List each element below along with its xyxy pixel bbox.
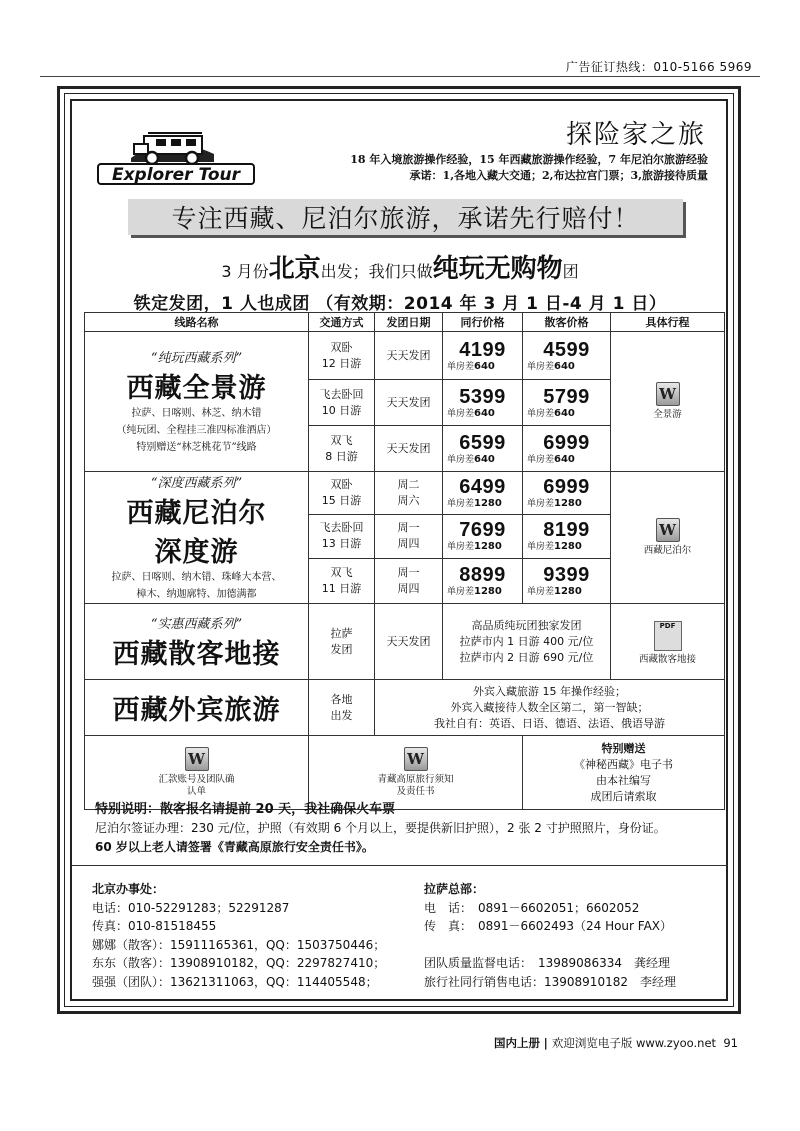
duration: 11 日游 <box>321 582 362 596</box>
promo-banner: 专注西藏、尼泊尔旅游，承诺先行赔付！ <box>128 199 683 235</box>
departure-date: 周四 <box>397 582 420 596</box>
explorer-tour-logo <box>96 118 256 190</box>
single-supplement-label: 单房差 <box>527 408 555 419</box>
headline-part: 3 月份 <box>221 262 269 281</box>
route-name: 西藏全景游 <box>126 373 267 404</box>
office-phone: 电话：010-52291283；52291287 <box>92 900 290 915</box>
office-phone: 电 话： 0891－6602051；6602052 <box>424 900 640 915</box>
peer-price: 8899 <box>459 564 506 587</box>
departure-date: 周六 <box>397 493 420 507</box>
departure-cell <box>375 514 443 559</box>
retail-price-cell <box>523 380 611 426</box>
document-link[interactable] <box>85 774 308 798</box>
headline-part: 团 <box>562 262 579 281</box>
retail-price: 4599 <box>543 338 590 361</box>
pdf-document-icon[interactable]: PDF <box>654 621 682 651</box>
series-label: “纯玩西藏系列” <box>150 351 243 366</box>
retail-price: 5799 <box>543 385 590 408</box>
logo-text: Explorer Tour <box>111 165 241 185</box>
footer-link[interactable]: 欢迎浏览电子版 www.zyoo.net <box>551 1036 717 1050</box>
gift-line: 由本社编写 <box>596 773 651 787</box>
departure-date: 周一 <box>397 566 420 580</box>
document-label: 汇款账号及团队确 <box>158 774 235 785</box>
peer-price-cell <box>443 426 523 472</box>
gift-cell <box>523 736 725 810</box>
route-name: 西藏外宾旅游 <box>112 695 281 726</box>
peer-price-cell <box>443 332 523 380</box>
peer-price-cell <box>443 380 523 426</box>
single-supplement: 1280 <box>474 586 502 598</box>
transport-cell <box>309 514 375 559</box>
info-line: 拉萨市内 2 日游 690 元/位 <box>459 650 594 664</box>
itinerary-link[interactable]: 西藏散客地接 <box>638 653 696 665</box>
duration: 12 日游 <box>321 356 362 370</box>
page-footer <box>494 1035 738 1051</box>
transport-cell <box>309 604 375 680</box>
document-label: 认单 <box>186 786 206 797</box>
single-supplement: 640 <box>554 360 575 372</box>
brand-title: 探险家之旅 <box>565 120 706 150</box>
contact-line: 东东（散客）：13908910182，QQ：2297827410； <box>92 956 386 970</box>
transport: 各地 <box>330 692 353 706</box>
itinerary-cell[interactable] <box>611 604 725 680</box>
headline-part: 出发；我们只做 <box>320 262 433 281</box>
itinerary-cell[interactable] <box>611 332 725 472</box>
peer-price-cell <box>443 559 523 604</box>
contact-line: 团队质量监督电话： 13989086334 龚经理 <box>424 956 670 970</box>
office-fax: 传 真： 0891－6602493（24 Hour FAX） <box>424 919 673 933</box>
info-line: 高品质纯玩团独家发团 <box>471 618 582 632</box>
document-label: 青藏高原旅行须知 <box>377 774 454 785</box>
peer-price: 5399 <box>459 385 506 408</box>
peer-price: 4199 <box>459 338 506 361</box>
route-name: 深度游 <box>154 537 239 568</box>
col-header: 交通方式 <box>309 313 375 332</box>
route-name: 西藏尼泊尔 <box>126 498 267 529</box>
validity-line: 铁定发团，1 人也成团 （有效期：2014 年 3 月 1 日-4 月 1 日） <box>133 294 667 314</box>
special-notes <box>95 800 715 857</box>
peer-price: 6499 <box>459 475 506 498</box>
word-document-icon[interactable]: W <box>656 382 680 406</box>
contact-line: 强强（团队）：13621311063，QQ：114405548； <box>92 974 378 989</box>
col-header: 散客价格 <box>523 313 611 332</box>
contact-line: 旅行社同行销售电话：13908910182 李经理 <box>424 974 676 989</box>
route-name-cell <box>85 680 309 736</box>
single-supplement-label: 单房差 <box>527 454 555 465</box>
col-header: 同行价格 <box>443 313 523 332</box>
document-link[interactable] <box>309 774 522 798</box>
single-supplement-label: 单房差 <box>447 542 475 553</box>
gift-title: 特别赠送 <box>601 741 646 755</box>
single-supplement: 640 <box>474 453 495 465</box>
table-row <box>85 332 725 380</box>
word-document-icon[interactable]: W <box>404 747 428 771</box>
route-name-cell <box>85 332 309 472</box>
transport: 双卧 <box>330 340 353 354</box>
single-supplement-label: 单房差 <box>527 498 555 509</box>
transport: 发团 <box>330 642 353 656</box>
series-label: “实惠西藏系列” <box>150 616 243 632</box>
gift-line: 成团后请索取 <box>590 789 657 803</box>
single-supplement: 1280 <box>554 541 582 553</box>
itinerary-cell[interactable] <box>611 472 725 604</box>
page-number: 91 <box>723 1036 738 1050</box>
transport: 双飞 <box>330 566 353 580</box>
document-label: 及责任书 <box>396 786 435 797</box>
contact-line: 娜娜（散客）：15911165361，QQ：1503750446； <box>92 937 386 952</box>
brand-experience: 18 年入境旅游操作经验，15 年西藏旅游操作经验，7 年尼泊尔旅游经验 <box>350 153 708 166</box>
transport-cell <box>309 426 375 472</box>
single-supplement: 1280 <box>474 541 502 553</box>
transport-cell <box>309 559 375 604</box>
transport: 拉萨 <box>330 626 353 640</box>
col-header: 具体行程 <box>611 313 725 332</box>
transport-cell <box>309 680 375 736</box>
departure-cell <box>375 472 443 515</box>
route-name-cell <box>85 604 309 680</box>
departure-date: 周一 <box>397 521 420 535</box>
duration: 10 日游 <box>321 403 362 417</box>
departure-date: 周四 <box>397 537 420 551</box>
route-places: 樟木、纳迦廓特、加德满都 <box>136 589 257 600</box>
transport: 双卧 <box>330 477 353 491</box>
single-supplement-label: 单房差 <box>527 361 555 372</box>
transport-cell <box>309 332 375 380</box>
single-supplement-label: 单房差 <box>447 361 475 372</box>
footer-section: 国内上册 <box>493 1036 540 1050</box>
retail-price: 9399 <box>543 564 590 587</box>
table-row <box>85 736 725 810</box>
departure-cell <box>375 559 443 604</box>
brand-promise: 承诺：1,各地入藏大交通；2,布达拉宫门票；3,旅游接待质量 <box>409 169 708 182</box>
peer-price-cell <box>443 514 523 559</box>
departure-date: 天天发团 <box>375 332 443 380</box>
headline-emphasis: 纯玩无购物 <box>432 254 563 284</box>
route-places: 拉萨、日喀则、林芝、纳木错 <box>131 408 262 419</box>
info-line: 外宾入藏接待人数全区第二，第一智缺； <box>450 700 649 714</box>
word-document-icon[interactable]: W <box>656 518 680 542</box>
retail-price-cell <box>523 472 611 515</box>
footer-divider: | <box>543 1036 552 1050</box>
itinerary-link[interactable]: 西藏尼泊尔 <box>643 545 692 556</box>
transport-cell <box>309 380 375 426</box>
transport: 飞去卧回 <box>319 521 364 535</box>
transport: 飞去卧回 <box>319 387 364 401</box>
table-header-row <box>85 313 725 332</box>
info-line: 外宾入藏旅游 15 年操作经验； <box>473 684 626 698</box>
departure-date: 天天发团 <box>375 604 443 680</box>
single-supplement: 640 <box>554 407 575 419</box>
ad-hotline: 广告征订热线：010-5166 5969 <box>565 60 752 74</box>
header-rule <box>40 76 760 77</box>
series-label: “深度西藏系列” <box>150 476 243 491</box>
single-supplement: 1280 <box>554 497 582 509</box>
route-note: （纯玩团、全程挂三准四标准酒店） <box>116 425 277 436</box>
headline-city: 北京 <box>268 254 321 284</box>
document-cell[interactable] <box>85 736 309 810</box>
itinerary-link[interactable]: 全景游 <box>653 409 682 420</box>
retail-price: 8199 <box>543 519 590 542</box>
beijing-office <box>92 880 385 991</box>
duration: 13 日游 <box>321 537 362 551</box>
peer-price: 7699 <box>459 519 506 542</box>
gift-line: 《神秘西藏》电子书 <box>574 757 673 771</box>
peer-price: 6599 <box>459 431 506 454</box>
single-supplement-label: 单房差 <box>447 498 475 509</box>
duration: 15 日游 <box>321 493 362 507</box>
departure-date: 天天发团 <box>375 380 443 426</box>
route-name-cell <box>85 472 309 604</box>
document-cell[interactable] <box>309 736 523 810</box>
departure-date: 天天发团 <box>375 426 443 472</box>
single-supplement-label: 单房差 <box>527 542 555 553</box>
info-line: 我社自有：英语、日语、德语、法语、俄语导游 <box>434 716 665 730</box>
retail-price-cell <box>523 559 611 604</box>
single-supplement: 1280 <box>554 586 582 598</box>
table-row <box>85 680 725 736</box>
duration: 8 日游 <box>325 449 358 463</box>
single-supplement-label: 单房差 <box>447 587 475 598</box>
notes-lead: 特别说明：散客报名请提前 20 天，我社确保火车票 <box>95 802 396 817</box>
col-header: 线路名称 <box>85 313 309 332</box>
table-row <box>85 604 725 680</box>
office-title: 拉萨总部： <box>424 882 485 896</box>
elderly-note: 60 岁以上老人请签署《青藏高原旅行安全责任书》。 <box>95 840 374 854</box>
info-cell <box>443 604 611 680</box>
contacts-rule <box>72 865 728 866</box>
route-name: 西藏散客地接 <box>112 638 281 670</box>
info-line: 拉萨市内 1 日游 400 元/位 <box>459 634 594 648</box>
retail-price-cell <box>523 514 611 559</box>
route-places: 拉萨、日喀则、纳木错、珠峰大本营、 <box>111 572 282 583</box>
lhasa-hq <box>424 880 676 991</box>
word-document-icon[interactable]: W <box>185 747 209 771</box>
single-supplement-label: 单房差 <box>447 454 475 465</box>
single-supplement: 640 <box>474 360 495 372</box>
single-supplement: 640 <box>554 453 575 465</box>
single-supplement: 1280 <box>474 497 502 509</box>
transport-cell <box>309 472 375 515</box>
retail-price-cell <box>523 426 611 472</box>
departure-headline <box>0 248 800 285</box>
retail-price: 6999 <box>543 475 590 498</box>
route-gift: 特别赠送“林芝桃花节”线路 <box>136 442 257 453</box>
transport: 双飞 <box>330 433 353 447</box>
office-title: 北京办事处： <box>92 882 165 896</box>
peer-price-cell <box>443 472 523 515</box>
route-table <box>84 312 725 810</box>
transport: 出发 <box>330 708 353 722</box>
office-fax: 传真：010-81518455 <box>92 919 217 933</box>
visa-note: 尼泊尔签证办理：230 元/位，护照（有效期 6 个月以上，要提供新旧护照），2 张 2 寸护照照片，身份证。 <box>95 821 666 835</box>
info-cell <box>375 680 725 736</box>
retail-price-cell <box>523 332 611 380</box>
departure-date: 周二 <box>397 477 420 491</box>
single-supplement-label: 单房差 <box>447 408 475 419</box>
single-supplement: 640 <box>474 407 495 419</box>
single-supplement-label: 单房差 <box>527 587 555 598</box>
table-row <box>85 472 725 515</box>
col-header: 发团日期 <box>375 313 443 332</box>
retail-price: 6999 <box>543 431 590 454</box>
